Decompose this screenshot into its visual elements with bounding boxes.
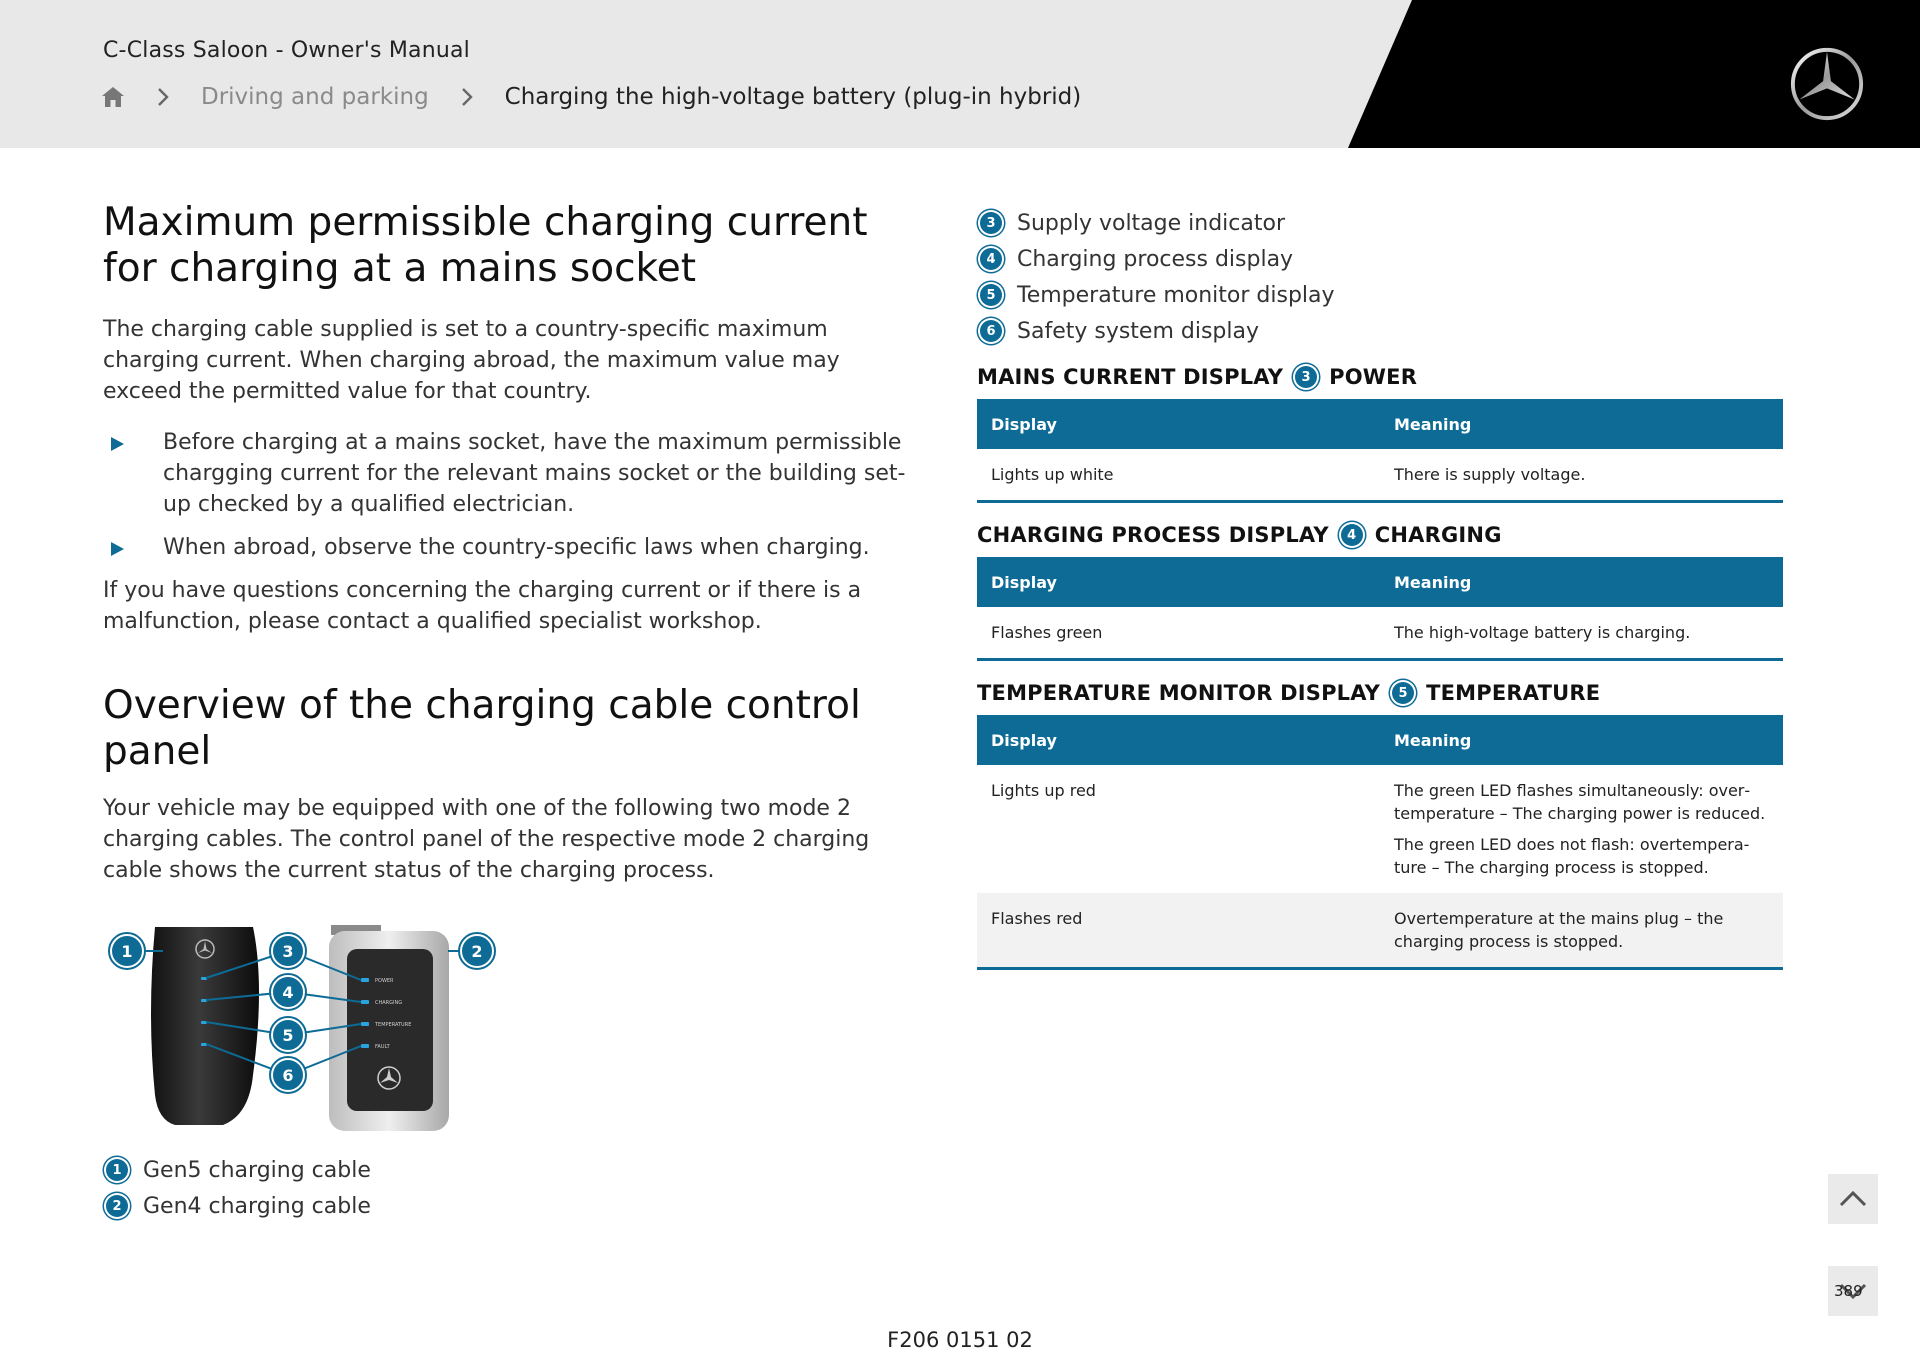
triangle-bullet-icon [111,437,124,451]
triangle-bullet-icon [111,542,124,556]
legend-item-gen4: 2 Gen4 charging cable [103,1188,371,1224]
svg-text:3: 3 [282,942,294,961]
number-badge: 5 [980,284,1002,306]
table-row [977,893,1783,969]
table-header-row [977,715,1783,765]
scroll-up-button[interactable] [1828,1174,1878,1224]
breadcrumb-link-driving[interactable]: Driving and parking [201,84,429,110]
instruction-item: Before charging at a mains socket, have the maximum permissible chargging current for the relevant mains socket or the building set-up checked by a qualified electrician. [103,427,913,520]
figure-label-fault: FAULT [375,1044,390,1050]
number-badge: 2 [106,1195,128,1217]
section-heading-charging-current: Maximum permissible charging current for charging at a mains socket [103,200,868,291]
chevron-up-icon [1828,1174,1878,1224]
paragraph-intro: The charging cable supplied is set to a country-specific maximum charging current. When charging abroad, the maximum value may exceed the permitted value for that country. [103,317,840,404]
legend-item-safety: 6 Safety system display [977,313,1783,349]
column-header-display: Display [977,715,1380,765]
column-header-meaning: Meaning [1380,399,1783,449]
callout-6 [270,1057,306,1093]
cell-display: Flashes red [977,893,1380,969]
manual-title: C-Class Saloon - Owner's Manual [103,38,470,63]
legend-item-gen5: 1 Gen5 charging cable [103,1152,371,1188]
table-charging-process [977,557,1783,661]
number-badge: 6 [980,320,1002,342]
paragraph-outro: If you have questions concerning the charging current or if there is a malfunction, please contact a qualified specialist workshop. [103,578,862,634]
number-badge: 1 [106,1159,128,1181]
cell-meaning: The green LED flashes simultaneously: overtemperature – The charging power is reduced. The green LED does not flash: overtemperature – The charging process is stopped. [1394,781,1766,877]
left-column [103,200,913,886]
number-badge: 3 [980,212,1002,234]
table-row [977,449,1783,502]
breadcrumb [101,80,1081,114]
figure-label-charging: CHARGING [375,1000,403,1006]
column-header-display: Display [977,399,1380,449]
table-temperature [977,715,1783,970]
table-row [977,607,1783,660]
cell-display: Flashes green [977,607,1380,660]
mercedes-star-logo [1788,45,1866,123]
column-header-meaning: Meaning [1380,557,1783,607]
table-title-mains-current: MAINS CURRENT DISPLAY 3 POWER [977,365,1418,389]
svg-text:6: 6 [282,1066,294,1085]
callout-2 [459,933,495,969]
column-header-display: Display [977,557,1380,607]
chevron-right-icon [155,85,171,109]
figure-legend [103,1152,371,1224]
callout-4 [270,974,306,1010]
page-number: 389 [1834,1282,1863,1300]
svg-text:4: 4 [282,983,294,1002]
svg-text:5: 5 [282,1026,294,1045]
table-title-charging-process: CHARGING PROCESS DISPLAY 4 CHARGING [977,523,1502,547]
number-badge: 4 [980,248,1002,270]
document-code: F206 0151 02 [887,1328,1033,1352]
number-badge: 5 [1392,682,1414,704]
cell-display: Lights up red [991,781,1096,800]
instruction-list [103,427,913,563]
callout-5 [270,1017,306,1053]
breadcrumb-current: Charging the high-voltage battery (plug-in hybrid) [504,84,1082,110]
legend-item-charging-process: 4 Charging process display [977,241,1783,277]
legend-item-temperature: 5 Temperature monitor display [977,277,1783,313]
svg-text:2: 2 [471,942,483,961]
page-header [0,0,1920,148]
cell-meaning: There is supply voltage. [1380,449,1783,502]
charging-cable-figure [103,925,503,1135]
display-legend [977,205,1783,349]
table-header-row [977,399,1783,449]
cell-display: Lights up white [977,449,1380,502]
table-mains-current [977,399,1783,503]
number-badge: 4 [1341,524,1363,546]
header-black-panel [0,0,1920,148]
cell-meaning: The high-voltage battery is charging. [1380,607,1783,660]
instruction-item: When abroad, observe the country-specific laws when charging. [103,532,913,563]
number-badge: 3 [1295,366,1317,388]
cell-meaning: Overtemperature at the mains plug – the charging process is stopped. [1380,893,1783,969]
chevron-right-icon [459,85,475,109]
column-header-meaning: Meaning [1380,715,1783,765]
callout-3 [270,933,306,969]
right-column [977,205,1783,970]
paragraph-overview: Your vehicle may be equipped with one of the following two mode 2 charging cables. The control panel of the respective mode 2 charging cable shows the current status of the charging process. [103,796,870,883]
section-heading-overview: Overview of the charging cable control panel [103,683,861,774]
svg-text:1: 1 [121,942,133,961]
table-title-temperature: TEMPERATURE MONITOR DISPLAY 5 TEMPERATURE [977,681,1601,705]
table-header-row [977,557,1783,607]
home-icon[interactable] [101,85,125,109]
table-row [977,765,1783,893]
legend-item-supply-voltage: 3 Supply voltage indicator [977,205,1783,241]
figure-label-temperature: TEMPERATURE [375,1022,412,1028]
figure-label-power: POWER [375,978,394,984]
callout-1 [109,933,145,969]
